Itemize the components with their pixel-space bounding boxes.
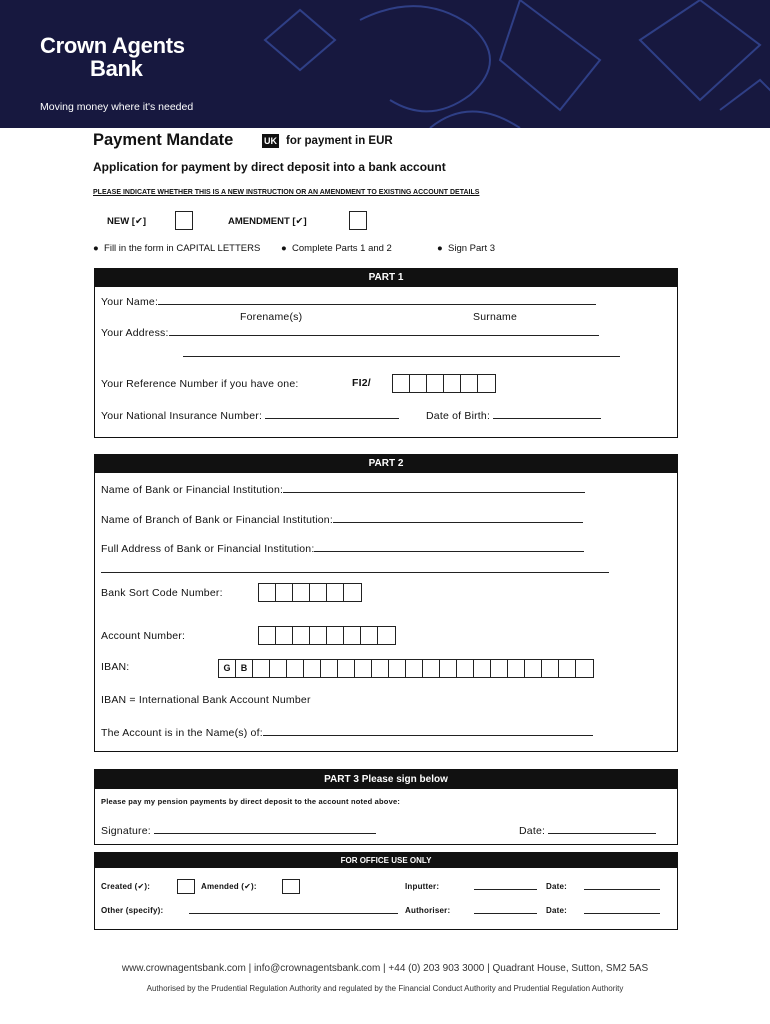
amendment-label: AMENDMENT [✔] xyxy=(228,216,307,227)
amended-label: Amended (✔): xyxy=(201,882,257,891)
full-address-label: Full Address of Bank or Financial Institution: xyxy=(101,543,315,555)
bullet-3-text: Sign Part 3 xyxy=(448,243,496,254)
office-header: FOR OFFICE USE ONLY xyxy=(95,853,677,868)
logo-line1: Crown Agents xyxy=(40,33,185,58)
iban-g: G xyxy=(219,660,236,677)
office-date2-line[interactable] xyxy=(584,905,660,917)
instruction-text: PLEASE INDICATE WHETHER THIS IS A NEW INSTRUCTION OR AN AMENDMENT TO EXISTING ACCOUNT DETAILS xyxy=(93,189,480,196)
your-name-label: Your Name: xyxy=(101,296,159,308)
sort-code-boxes[interactable] xyxy=(258,583,362,602)
page-title: Payment Mandate xyxy=(93,131,234,149)
tagline: Moving money where it's needed xyxy=(40,101,194,113)
part3-section xyxy=(94,769,678,845)
reference-label: Your Reference Number if you have one: xyxy=(101,378,299,390)
bank-logo xyxy=(40,34,185,80)
authoriser-label: Authoriser: xyxy=(405,906,451,915)
iban-note: IBAN = International Bank Account Number xyxy=(101,694,311,706)
iban-b: B xyxy=(236,660,253,677)
reference-prefix: FI2/ xyxy=(352,377,371,389)
part3-header: PART 3 Please sign below xyxy=(95,770,677,789)
inputter-label: Inputter: xyxy=(405,882,440,891)
amended-checkbox[interactable] xyxy=(282,879,300,894)
signature-field[interactable] xyxy=(101,824,376,837)
bank-name-label: Name of Bank or Financial Institution: xyxy=(101,484,284,496)
header-banner xyxy=(0,0,770,128)
account-number-boxes[interactable] xyxy=(258,626,396,645)
your-address-field[interactable] xyxy=(101,326,599,339)
logo-line2: Bank xyxy=(90,56,143,81)
created-label: Created (✔): xyxy=(101,882,151,891)
bank-address-line-2[interactable] xyxy=(101,563,609,576)
part2-header: PART 2 xyxy=(95,455,677,473)
dob-field[interactable] xyxy=(426,409,601,422)
forename-caption: Forename(s) xyxy=(240,311,303,323)
branch-name-label: Name of Branch of Bank or Financial Institution: xyxy=(101,514,333,526)
bullet-2: ● Complete Parts 1 and 2 xyxy=(281,243,392,254)
account-names-label: The Account is in the Name(s) of: xyxy=(101,727,263,739)
office-date2-label: Date: xyxy=(546,906,568,915)
address-line-2[interactable] xyxy=(183,347,620,360)
part3-date-label: Date: xyxy=(519,825,546,837)
bullet-1-text: Fill in the form in CAPITAL LETTERS xyxy=(104,243,261,254)
authoriser-line[interactable] xyxy=(474,905,537,917)
part3-statement: Please pay my pension payments by direct deposit to the account noted above: xyxy=(101,797,401,806)
iban-label: IBAN: xyxy=(101,661,130,673)
amendment-checkbox[interactable] xyxy=(349,211,367,230)
reference-boxes[interactable] xyxy=(392,374,496,393)
office-date1-label: Date: xyxy=(546,882,568,891)
signature-label: Signature: xyxy=(101,825,151,837)
ni-number-label: Your National Insurance Number: xyxy=(101,410,263,422)
full-address-field[interactable] xyxy=(101,542,584,555)
bank-name-field[interactable] xyxy=(101,483,585,496)
bullet-1: ● Fill in the form in CAPITAL LETTERS xyxy=(93,243,261,254)
new-label: NEW [✔] xyxy=(107,216,147,227)
footer-regulation: Authorised by the Prudential Regulation Authority and regulated by the Financial Conduct Authority and Prudential Regulation Authority xyxy=(146,984,624,993)
surname-caption: Surname xyxy=(473,311,518,323)
account-names-field[interactable] xyxy=(101,726,593,739)
currency-text: for payment in EUR xyxy=(286,135,393,147)
created-checkbox[interactable] xyxy=(177,879,195,894)
sort-code-label: Bank Sort Code Number: xyxy=(101,587,223,599)
part2-section xyxy=(94,454,678,752)
account-number-label: Account Number: xyxy=(101,630,186,642)
bullet-2-text: Complete Parts 1 and 2 xyxy=(292,243,392,254)
office-date1-line[interactable] xyxy=(584,881,660,893)
new-checkbox[interactable] xyxy=(175,211,193,230)
footer-contact: www.crownagentsbank.com | info@crownagentsbank.com | +44 (0) 203 903 3000 | Quadrant House, Sutton, SM2 5AS xyxy=(121,963,649,974)
uk-badge: UK xyxy=(264,136,277,146)
iban-boxes[interactable] xyxy=(218,659,594,678)
other-label: Other (specify): xyxy=(101,906,164,915)
subtitle: Application for payment by direct deposit into a bank account xyxy=(93,160,446,174)
bullet-3: ● Sign Part 3 xyxy=(437,243,496,254)
your-name-field[interactable] xyxy=(101,295,596,308)
other-line[interactable] xyxy=(189,905,398,917)
your-address-label: Your Address: xyxy=(101,327,169,339)
ni-number-field[interactable] xyxy=(101,409,399,422)
office-section xyxy=(94,852,678,930)
part1-header: PART 1 xyxy=(95,269,677,287)
part3-date-field[interactable] xyxy=(519,824,656,837)
branch-name-field[interactable] xyxy=(101,513,583,526)
dob-label: Date of Birth: xyxy=(426,410,491,422)
part1-section xyxy=(94,268,678,438)
inputter-line[interactable] xyxy=(474,881,537,893)
